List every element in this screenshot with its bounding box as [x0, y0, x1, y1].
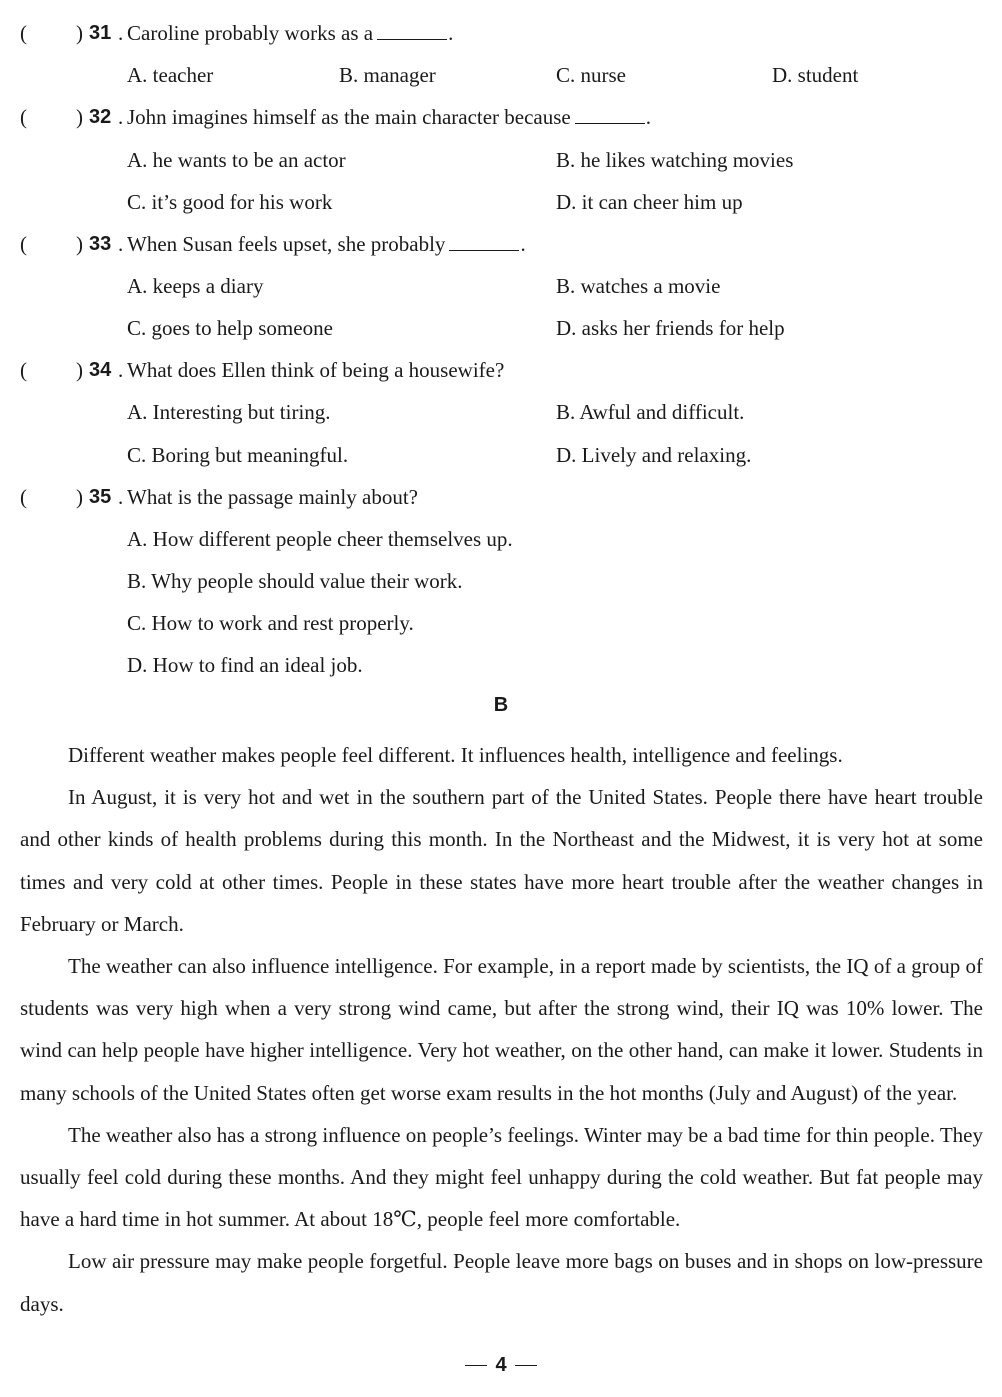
answer-blank [449, 232, 519, 251]
option-d: D. asks her friends for help [556, 316, 785, 340]
question-35 [0, 485, 1002, 517]
answer-paren-close: ) [76, 105, 83, 129]
question-number-dot: . [118, 21, 124, 45]
question-32 [0, 105, 1002, 137]
answer-paren-open: ( [20, 232, 27, 256]
stem-text: John imagines himself as the main character because [127, 105, 571, 129]
question-number: 35 [89, 486, 112, 508]
question-number-dot: . [118, 485, 124, 509]
option-c: C. goes to help someone [127, 316, 333, 340]
option-d: D. it can cheer him up [556, 190, 743, 214]
option-d: D. student [772, 63, 859, 87]
option-c: C. nurse [556, 63, 626, 87]
passage-paragraph: Low air pressure may make people forgetful. People leave more bags on buses and in shops on low-pressure days. [20, 1249, 983, 1316]
option-a: A. How different people cheer themselves up. [127, 527, 513, 551]
option-b: B. Why people should value their work. [127, 569, 463, 593]
stem-end: . [520, 232, 526, 256]
question-number: 32 [89, 106, 112, 128]
answer-paren-close: ) [76, 21, 83, 45]
option-b: B. he likes watching movies [556, 148, 794, 172]
stem-end: . [448, 21, 454, 45]
question-number: 31 [89, 22, 112, 44]
question-stem [127, 21, 453, 46]
question-stem [127, 105, 651, 130]
page-number-footer [0, 1354, 1002, 1377]
option-a: A. keeps a diary [127, 274, 264, 298]
answer-paren-open: ( [20, 105, 27, 129]
option-d: D. How to find an ideal job. [127, 653, 363, 677]
option-a: A. Interesting but tiring. [127, 400, 331, 424]
question-31 [0, 21, 1002, 53]
answer-paren-close: ) [76, 232, 83, 256]
question-stem: What does Ellen think of being a housewife? [127, 358, 505, 382]
question-number-dot: . [118, 358, 124, 382]
question-number: 33 [89, 233, 112, 255]
answer-paren-close: ) [76, 485, 83, 509]
question-stem: What is the passage mainly about? [127, 485, 418, 509]
stem-text: Caroline probably works as a [127, 21, 374, 45]
option-c: C. Boring but meaningful. [127, 443, 349, 467]
question-34 [0, 358, 1002, 390]
answer-blank [575, 105, 645, 124]
option-a: A. he wants to be an actor [127, 148, 346, 172]
question-33 [0, 232, 1002, 264]
option-c: C. How to work and rest properly. [127, 611, 414, 635]
stem-end: . [645, 105, 651, 129]
question-stem [127, 232, 526, 257]
passage-paragraph: In August, it is very hot and wet in the southern part of the United States. People there have heart trouble and other kinds of health problems during this month. In the Northeast and the Midwest, it is very hot at some times and very cold at other times. People in these states have more heart trouble after the weather changes in February or March. [20, 785, 983, 936]
answer-paren-close: ) [76, 358, 83, 382]
reading-passage [20, 734, 983, 1325]
dash-right [515, 1365, 537, 1366]
answer-paren-open: ( [20, 358, 27, 382]
question-number-dot: . [118, 105, 124, 129]
question-number: 34 [89, 359, 112, 381]
answer-blank [377, 21, 447, 40]
stem-text: When Susan feels upset, she probably [127, 232, 446, 256]
dash-left [465, 1365, 487, 1366]
passage-paragraph: Different weather makes people feel different. It influences health, intelligence and feelings. [68, 743, 843, 767]
section-heading: B [493, 694, 509, 716]
option-b: B. manager [339, 63, 436, 87]
option-d: D. Lively and relaxing. [556, 443, 752, 467]
option-a: A. teacher [127, 63, 214, 87]
option-b: B. watches a movie [556, 274, 721, 298]
option-c: C. it’s good for his work [127, 190, 333, 214]
question-number-dot: . [118, 232, 124, 256]
passage-paragraph: The weather can also influence intelligence. For example, in a report made by scientists, the IQ of a group of students was very high when a very strong wind came, but after the strong wind, their IQ was 10% lower. The wind can help people have higher intelligence. Very hot weather, on the other hand, can make it lower. Students in many schools of the United States often get worse exam results in the hot months (July and August) of the year. [20, 954, 983, 1105]
page-number: 4 [495, 1354, 507, 1376]
answer-paren-open: ( [20, 485, 27, 509]
option-b: B. Awful and difficult. [556, 400, 745, 424]
answer-paren-open: ( [20, 21, 27, 45]
passage-paragraph: The weather also has a strong influence on people’s feelings. Winter may be a bad time for thin people. They usually feel cold during these months. And they might feel unhappy during the cold weather. But fat people may have a hard time in hot summer. At about 18℃, people feel more comfortable. [20, 1122, 983, 1232]
